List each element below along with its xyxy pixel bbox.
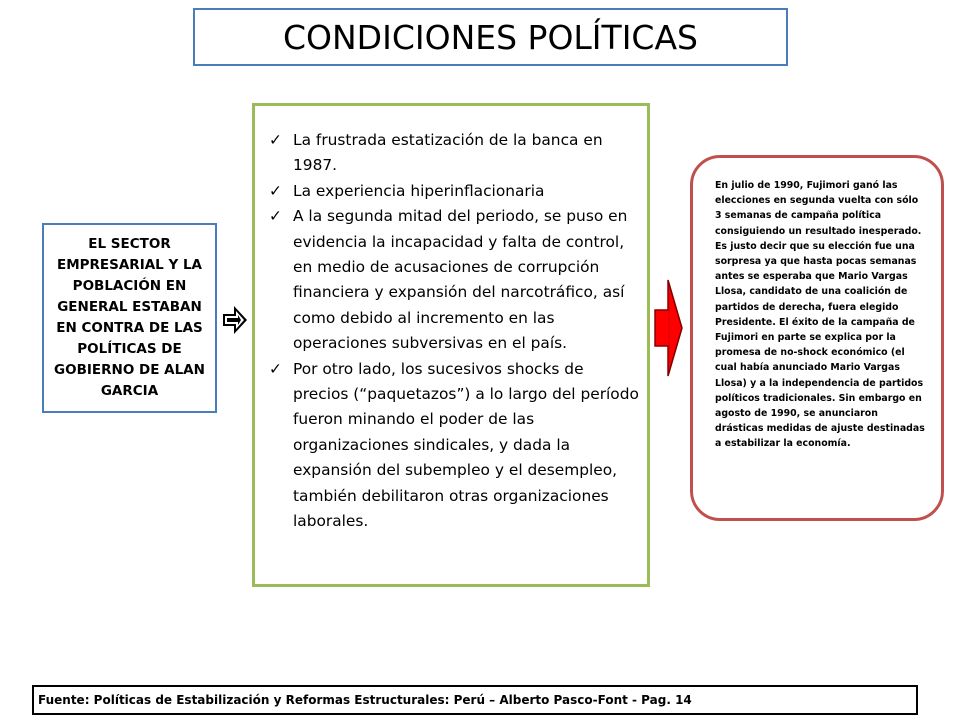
bullet-item bbox=[269, 357, 639, 535]
checkmark-icon: ✓ bbox=[269, 207, 282, 226]
red-arrow-icon bbox=[654, 278, 684, 378]
bullet-list bbox=[269, 128, 639, 535]
fujimori-election-box: En julio de 1990, Fujimori ganó las elecciones en segunda vuelta con sólo 3 semanas de campaña política consiguiendo un resultado inesperado. Es justo decir que su elección fue una sorpresa ya que hasta pocas semanas antes se esperaba que Mario Vargas Llosa, candidato de una coalición de partidos de derecha, fuera elegido Presidente. El éxito de la campaña de Fujimori en parte se explica por la promesa de no-shock económico (el cual había anunciado Mario Vargas Llosa) y a la independencia de partidos políticos tradicionales. Sin embargo en agosto de 1990, se anunciaron drásticas medidas de ajuste destinadas a estabilizar la economía. bbox=[690, 155, 944, 521]
business-sector-box: EL SECTOR EMPRESARIAL Y LA POBLACIÓN EN GENERAL ESTABAN EN CONTRA DE LAS POLÍTICAS DE GOBIERNO DE ALAN GARCIA bbox=[42, 223, 217, 413]
checkmark-icon: ✓ bbox=[269, 359, 282, 378]
checkmark-icon: ✓ bbox=[269, 131, 282, 149]
checkmark-icon: ✓ bbox=[269, 181, 282, 200]
bullet-text: Por otro lado, los sucesivos shocks de precios (“paquetazos”) a lo largo del período fueron minando el poder de las organizaciones sindicales, y dada la expansión del subempleo y el desempleo, también debilitaron otras organizaciones laborales. bbox=[293, 359, 639, 531]
bullet-item bbox=[269, 179, 639, 204]
page-title: CONDICIONES POLÍTICAS bbox=[193, 8, 788, 66]
bullet-text: La frustrada estatización de la banca en 1987. bbox=[293, 131, 603, 175]
arrow-right-icon bbox=[220, 300, 250, 340]
bullet-item bbox=[269, 204, 639, 356]
bullet-text: A la segunda mitad del periodo, se puso en evidencia la incapacidad y falta de control, en medio de acusaciones de corrupción financiera y expansión del narcotráfico, así como debido al incremento en las operaciones subversivas en el país. bbox=[293, 207, 628, 353]
bullet-item bbox=[269, 128, 639, 179]
political-conditions-list bbox=[252, 103, 650, 587]
bullet-text: La experiencia hiperinflacionaria bbox=[293, 181, 545, 200]
source-footer: Fuente: Políticas de Estabilización y Reformas Estructurales: Perú – Alberto Pasco-Font - Pag. 14 bbox=[32, 685, 918, 715]
